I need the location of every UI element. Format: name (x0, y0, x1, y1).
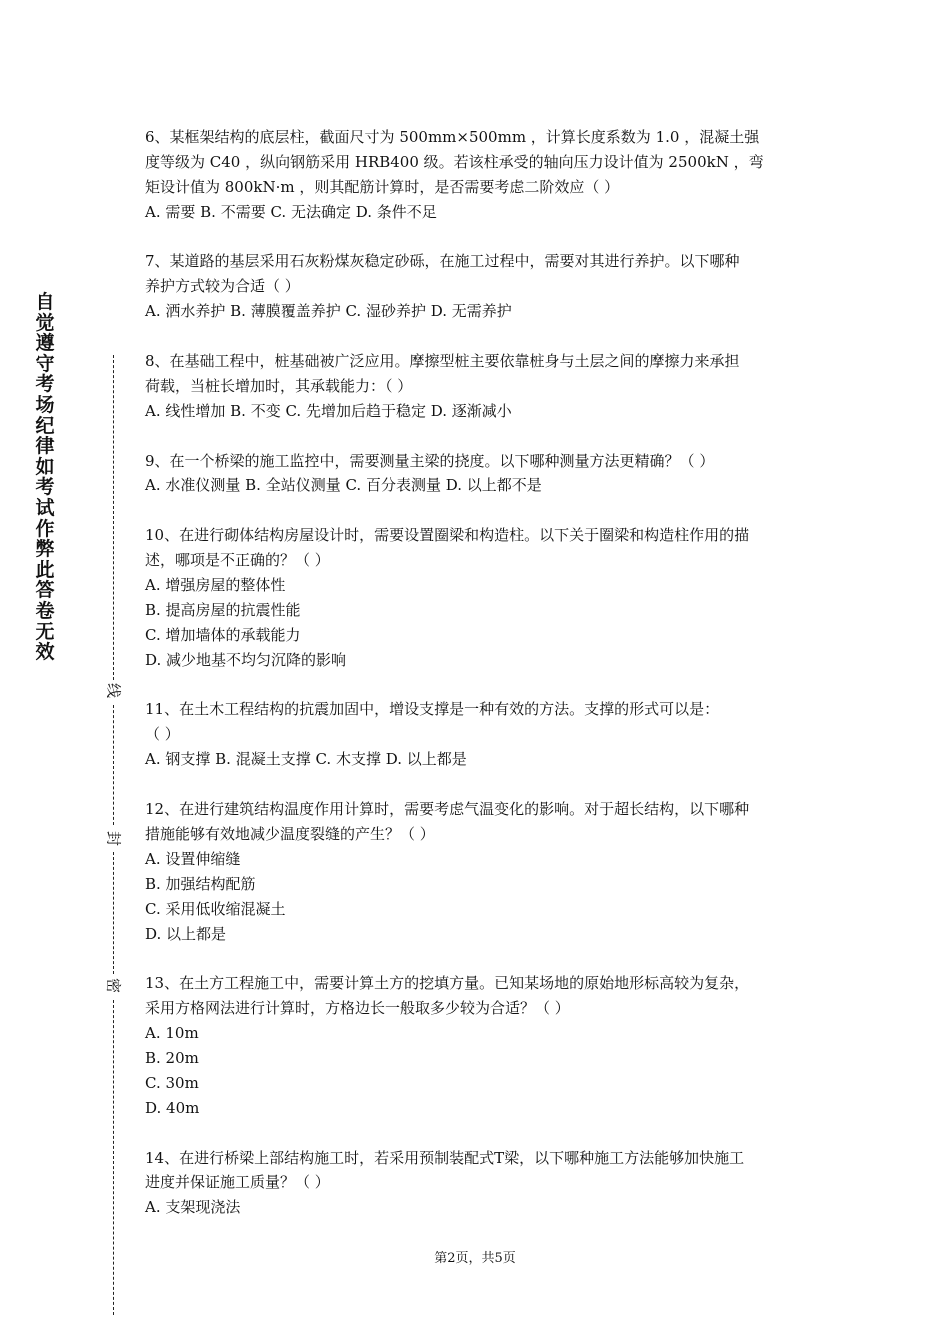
notice-char: 场 (35, 393, 55, 416)
notice-char: 弊 (35, 538, 55, 561)
seal-dashed-line (113, 355, 114, 680)
notice-char: 卷 (35, 599, 55, 622)
question-line: A. 支架现浇法 (145, 1198, 241, 1217)
notice-char: 觉 (35, 311, 55, 334)
notice-char: 此 (35, 558, 55, 581)
notice-char: 自 (35, 291, 55, 313)
notice-char: 无 (35, 620, 55, 643)
notice-char: 考 (35, 476, 55, 499)
question-line: 措施能够有效地减少温度裂缝的产生？（ ） (145, 824, 435, 843)
notice-char: 律 (35, 435, 55, 458)
notice-char: 如 (35, 455, 55, 478)
question-line: 14、在进行桥梁上部结构施工时，若采用预制装配式T梁，以下哪种施工方法能够加快施工 (145, 1148, 745, 1167)
notice-char: 试 (35, 496, 55, 519)
question-line: 采用方格网法进行计算时，方格边长一般取多少较为合适？（ ） (145, 999, 570, 1018)
question-line: C. 采用低收缩混凝土 (145, 899, 286, 918)
question-9 (145, 449, 815, 499)
question-line: 进度并保证施工质量？（ ） (145, 1173, 330, 1192)
seal-dashed-line (113, 1000, 114, 1315)
question-10 (145, 523, 815, 672)
notice-char: 作 (35, 517, 55, 540)
question-line: 6、某框架结构的底层柱，截面尺寸为 500mm×500mm ，计算长度系数为 1.0 ，混凝土强 (145, 128, 760, 146)
question-line: A. 钢支撑 B. 混凝土支撑 C. 木支撑 D. 以上都是 (145, 750, 467, 769)
question-line: C. 30m (145, 1073, 199, 1092)
question-line: B. 提高房屋的抗震性能 (145, 600, 301, 619)
question-line: 11、在土木工程结构的抗震加固中，增设支撑是一种有效的方法。支撑的形式可以是： (145, 700, 720, 719)
question-line: （ ） (145, 725, 180, 744)
notice-char: 答 (35, 579, 55, 602)
exam-discipline-notice (34, 292, 56, 663)
question-line: A. 水准仪测量 B. 全站仪测量 C. 百分表测量 D. 以上都不是 (145, 476, 542, 495)
question-line: 荷载，当桩长增加时，其承载能力：（ ） (145, 376, 413, 395)
notice-char: 纪 (35, 414, 55, 437)
notice-char: 考 (35, 373, 55, 396)
seal-char-mi: 密 (104, 977, 123, 993)
question-13 (145, 971, 815, 1120)
question-line: A. 洒水养护 B. 薄膜覆盖养护 C. 湿砂养护 D. 无需养护 (145, 302, 512, 321)
seal-char-feng: 封 (104, 830, 123, 846)
question-list (145, 125, 815, 1245)
question-line: B. 20m (145, 1048, 199, 1067)
question-line: C. 增加墙体的承载能力 (145, 625, 301, 644)
question-line: 13、在土方工程施工中，需要计算土方的挖填方量。已知某场地的原始地形标高较为复杂， (145, 974, 750, 993)
question-line: 12、在进行建筑结构温度作用计算时，需要考虑气温变化的影响。对于超长结构，以下哪种 (145, 800, 750, 819)
question-line: 10、在进行砌体结构房屋设计时，需要设置圈梁和构造柱。以下关于圈梁和构造柱作用的描 (145, 526, 750, 545)
question-line: D. 40m (145, 1098, 200, 1117)
question-line: 7、某道路的基层采用石灰粉煤灰稳定砂砾，在施工过程中，需要对其进行养护。以下哪种 (145, 252, 740, 271)
seal-dashed-line (113, 852, 114, 974)
notice-char: 效 (35, 641, 55, 664)
question-line: 度等级为 C40 ，纵向钢筋采用 HRB400 级。若该柱承受的轴向压力设计值为 2500kN ，弯 (145, 152, 764, 171)
question-line: A. 设置伸缩缝 (145, 849, 241, 868)
question-line: D. 减少地基不均匀沉降的影响 (145, 650, 347, 669)
question-7 (145, 249, 815, 324)
question-line: A. 需要 B. 不需要 C. 无法确定 D. 条件不足 (145, 202, 437, 221)
question-line: 述，哪项是不正确的？（ ） (145, 551, 330, 570)
page-number: 第2页，共5页 (434, 1251, 516, 1266)
seal-char-xian: 线 (104, 682, 123, 698)
question-8 (145, 349, 815, 424)
question-6 (145, 125, 815, 225)
seal-dashed-line (113, 705, 114, 825)
question-line: A. 线性增加 B. 不变 C. 先增加后趋于稳定 D. 逐渐减小 (145, 401, 512, 420)
notice-char: 遵 (35, 332, 55, 355)
question-line: 养护方式较为合适（ ） (145, 277, 300, 296)
question-line: 矩设计值为 800kN·m ，则其配筋计算时，是否需要考虑二阶效应（ ） (145, 177, 620, 196)
question-line: A. 增强房屋的整体性 (145, 576, 286, 595)
question-line: B. 加强结构配筋 (145, 874, 256, 893)
question-line: 8、在基础工程中，桩基础被广泛应用。摩擦型桩主要依靠桩身与土层之间的摩擦力来承担 (145, 352, 740, 371)
notice-char: 守 (35, 352, 55, 375)
question-line: 9、在一个桥梁的施工监控中，需要测量主梁的挠度。以下哪种测量方法更精确？（ ） (145, 451, 715, 470)
question-line: D. 以上都是 (145, 924, 227, 943)
question-12 (145, 797, 815, 946)
question-line: A. 10m (145, 1024, 199, 1043)
question-14 (145, 1146, 815, 1221)
question-11 (145, 697, 815, 772)
